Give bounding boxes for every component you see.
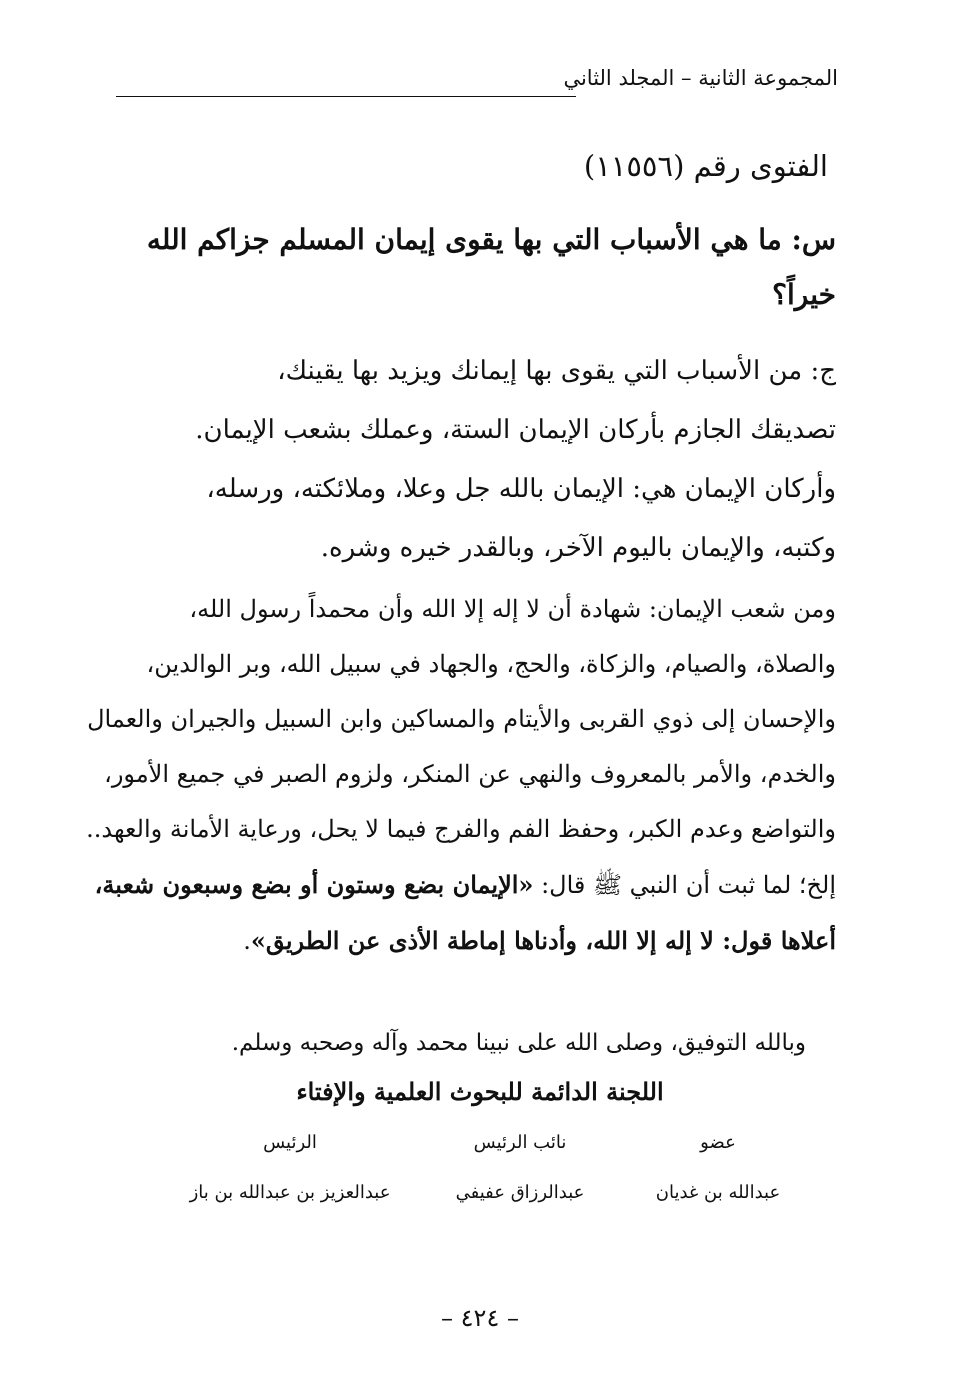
answer-line: ج: من الأسباب التي يقوى بها إيمانك ويزيد بها يقينك، (277, 356, 836, 386)
branches-line: ومن شعب الإيمان: شهادة أن لا إله إلا الله وأن محمداً رسول الله، (189, 595, 836, 623)
question-line: س: ما هي الأسباب التي بها يقوى إيمان المسلم جزاكم الله (146, 223, 836, 256)
closing-line: وبالله التوفيق، وصلى الله على نبينا محمد وآله وصحبه وسلم. (231, 1030, 806, 1056)
hadith-quote-part1: «الإيمان بضع وستون أو بضع وسبعون شعبة، (94, 870, 534, 899)
hadith-line (94, 857, 836, 913)
signatory-name: عبدالعزيز بن عبدالله بن باز (189, 1182, 391, 1203)
fatwa-title: الفتوى رقم (١١٥٥٦) (583, 149, 828, 183)
signatory-role: نائب الرئيس (473, 1132, 567, 1153)
header-rule (116, 96, 576, 97)
branches-line: والخدم، والأمر بالمعروف والنهي عن المنكر، ولزوم الصبر في جميع الأمور، (104, 760, 836, 788)
hadith-end: . (243, 927, 251, 955)
running-header: المجموعة الثانية – المجلد الثاني (563, 66, 838, 90)
page-number: – ٤٢٤ – (441, 1304, 519, 1332)
signatory-president (160, 1118, 420, 1218)
branches-line: والإحسان إلى ذوي القربى والأيتام والمساكين وابن السبيل والجيران والعمال (87, 705, 836, 733)
signatory-role: عضو (700, 1132, 736, 1153)
branches-paragraph (86, 582, 836, 969)
signatory-name: عبدالرزاق عفيفي (455, 1182, 585, 1203)
question-block (116, 212, 836, 322)
branches-line: والتواضع وعدم الكبر، وحفظ الفم والفرج فيما لا يحل، ورعاية الأمانة والعهد.. (86, 815, 836, 843)
signatory-vice-president (420, 1118, 620, 1218)
answer-line: وأركان الإيمان هي: الإيمان بالله جل وعلا، وملائكته، ورسله، (206, 474, 836, 504)
answer-line: تصديقك الجازم بأركان الإيمان الستة، وعملك بشعب الإيمان. (195, 415, 836, 445)
hadith-line (116, 913, 836, 969)
branches-line: والصلاة، والصيام، والزكاة، والحج، والجهاد في سبيل الله، وبر الوالدين، (146, 650, 836, 678)
signatory-role: الرئيس (263, 1132, 317, 1153)
signatory-name: عبدالله بن غديان (655, 1182, 781, 1203)
committee-name: اللجنة الدائمة للبحوث العلمية والإفتاء (296, 1077, 664, 1106)
hadith-quote-part2: أعلاها قول: لا إله إلا الله، وأدناها إماطة الأذى عن الطريق» (250, 926, 836, 955)
answer-block (116, 342, 836, 578)
answer-line: وكتبه، والإيمان باليوم الآخر، وبالقدر خيره وشره. (320, 533, 836, 563)
question-line: خيراً؟ (772, 278, 836, 311)
signatory-member (628, 1118, 808, 1218)
hadith-intro: إلخ؛ لما ثبت أن النبي ﷺ قال: (533, 871, 836, 899)
